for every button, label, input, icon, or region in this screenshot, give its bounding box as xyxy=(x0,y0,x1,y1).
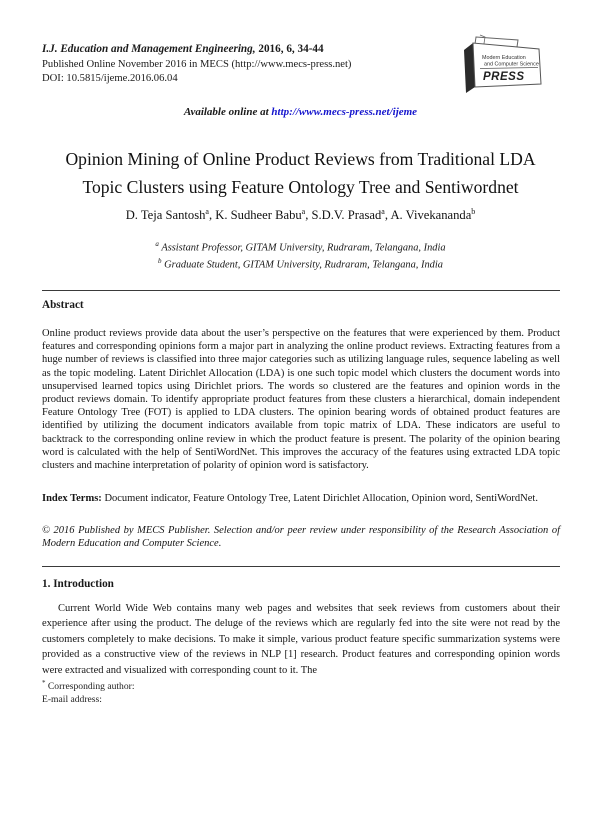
index-terms-label: Index Terms: xyxy=(42,493,102,504)
paper-title-line2: Topic Clusters using Feature Ontology Tree and Sentiwordnet xyxy=(82,176,519,197)
author: , K. Sudheer Babu$^a$ xyxy=(208,207,306,223)
section-1-heading: 1. Introduction xyxy=(42,578,114,590)
affiliation: $^b$ Graduate Student, GITAM University, Rudraram, Telangana, India xyxy=(158,256,443,271)
doi-line: DOI: 10.5815/ijeme.2016.06.04 xyxy=(42,73,178,84)
journal-name: I.J. Education and Management Engineering, xyxy=(42,43,256,55)
mecs-press-logo xyxy=(449,34,546,96)
paper-title xyxy=(30,146,571,201)
copyright-notice: © 2016 Published by MECS Publisher. Selection and/or peer review under responsibility of the Research Association of Modern Education and Computer Science. xyxy=(42,525,560,550)
abstract-divider xyxy=(42,566,560,567)
author: , A. Vivekananda$^b$ xyxy=(384,207,476,223)
available-online-line xyxy=(0,106,601,118)
journal-header xyxy=(42,42,452,86)
publisher-name-line1-svg: Modern Education xyxy=(482,55,526,61)
journal-citation xyxy=(42,42,452,56)
available-online-label: Available online at xyxy=(183,106,272,118)
author-affiliation-mark: b xyxy=(471,207,476,216)
author-affiliation-mark: a xyxy=(301,207,306,216)
corresponding-author-footnote xyxy=(42,677,135,706)
journal-issue: 2016, 6, 34-44 xyxy=(255,43,324,55)
press-label-svg: PRESS xyxy=(483,71,525,83)
published-line: Published Online November 2016 in MECS (http://www.mecs-press.net) xyxy=(42,59,352,70)
abstract-paragraph: Online product reviews provide data about the user’s perspective on the features that were experienced by them. Product features and corresponding opinions form a major part in analyzing the online product reviews. Extracting features from a huge number of reviews is classified into three major categories such as utilizing language rules, sequence labeling as well as the topic modeling. Latent Dirichlet Allocation (LDA) is one such topic model which clusters the document words into unsupervised learned topics using Dirichlet priors. The words so clustered are the features and opinion words in the product reviews domain. To identify appropriate product features from these clusters a hierarchical, domain independent Feature Ontology Tree (FOT) is applied to LDA clusters. The opinion bearing words of obtained product features are identified by utilizing the document indicators available from topic matrix of LDA. These indicators are useful to backtrack to the corresponding online review in which the product feature is present. The polarity of the opinion bearing word is calculated with the help of SentiWordNet. This improves the accuracy of the features using extracted LDA topic clusters and machine interpretation of polarity of opinion word is satisfactory. xyxy=(42,328,560,472)
publisher-name-line2-svg: and Computer Science xyxy=(484,61,539,68)
journal-url-link[interactable]: http://www.mecs-press.net/ijeme xyxy=(271,106,418,118)
footnote-asterisk: * xyxy=(42,679,46,687)
author: D. Teja Santosh$^a$ xyxy=(125,207,209,223)
affiliation-list xyxy=(0,238,601,272)
author-affiliation-mark: a xyxy=(381,207,385,216)
affiliation: $^a$ Assistant Professor, GITAM University, Rudraram, Telangana, India xyxy=(155,240,446,254)
abstract-heading: Abstract xyxy=(42,299,84,311)
header-divider xyxy=(42,290,560,291)
books-icon xyxy=(449,34,546,96)
footnote-line1: * Corresponding author: xyxy=(42,679,135,693)
introduction-paragraph: Current World Wide Web contains many web pages and websites that seek reviews from customers about their experience after using the product. The deluge of the reviews which are regularly fed into the site were not read by the customers completely to make decisions. To make it simple, various product feature specific summarization systems were provided as a constructive view of the reviews in NLP [1] research. Product features and corresponding opinion words were extracted and visualized with corresponding count to it. The xyxy=(42,603,560,676)
author: , S.D.V. Prasad$^a$ xyxy=(305,207,385,223)
footnote-line2: E-mail address: xyxy=(42,694,102,706)
index-terms xyxy=(42,492,560,505)
index-terms-text: Document indicator, Feature Ontology Tree, Latent Dirichlet Allocation, Opinion word, SentiWordNet. xyxy=(101,493,538,504)
author-affiliation-mark: a xyxy=(205,207,209,216)
author-list xyxy=(0,207,601,223)
paper-title-line1: Opinion Mining of Online Product Reviews from Traditional LDA xyxy=(65,149,536,169)
